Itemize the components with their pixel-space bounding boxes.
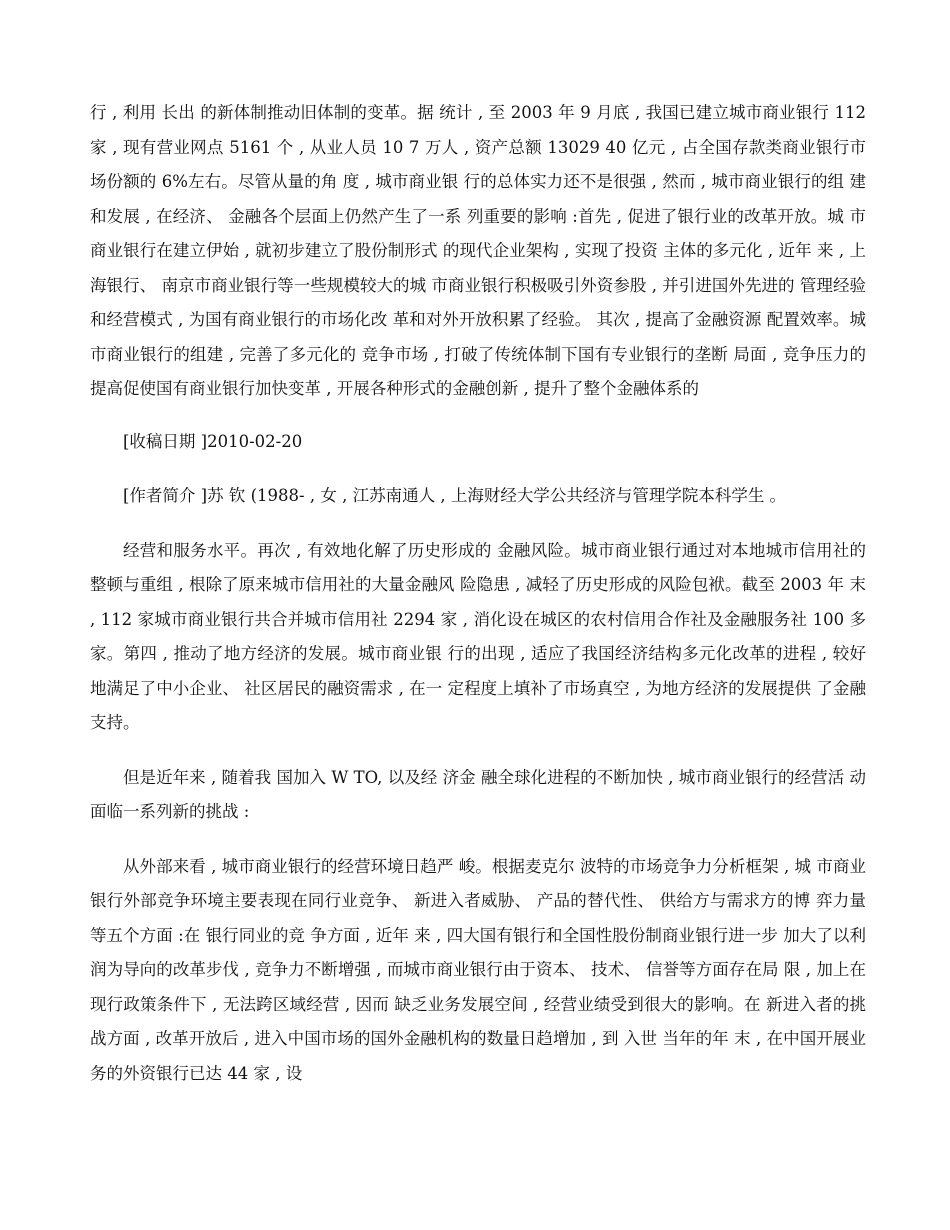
received-date-note: [收稿日期 ]2010-02-20	[123, 431, 303, 451]
body-paragraph: 经营和服务水平。再次 , 有效地化解了历史形成的 金融风险。城市商业银行通过对本地城市信用社的 整顿与重组 , 根除了原来城市信用社的大量金融风 险隐患 , 减轻了历史形成的风险包袱。截至 2003 年 末 , 112 家城市商业银行共合并城市信用社 2294 家 , 消化设在城区的农村信用合作社及金融服务社 100 多家。第四 , 推动了地方经济的发展。城市商业银 行的出现 , 适应了我国经济结构多元化改革的进程 , 较好地满足了中小企业、 社区居民的融资需求 , 在一 定程度上填补了市场真空 , 为地方经济的发展提供 了金融支持。	[90, 540, 866, 732]
body-paragraph-continuation: 行 , 利用 长出 的新体制推动旧体制的变革。据 统计 , 至 2003 年 9 月底 , 我国已建立城市商业银行 112 家 , 现有营业网点 5161 个 , 从业人员 10 7 万人 , 资产总额 13029 40 亿元 , 占全国存款类商业银行市 场份额的 6%左右。尽管从量的角 度 , 城市商业银 行的总体实力还不是很强 , 然而 , 城市商业银行的组 建和发展 , 在经济、 金融各个层面上仍然产生了一系 列重要的影响 :首先 , 促进了银行业的改革开放。城 市商业银行在建立伊始 , 就初步建立了股份制形式 的现代企业架构 , 实现了投资 主体的多元化 , 近年 来 , 上海银行、 南京市商业银行等一些规模较大的城 市商业银行积极吸引外资参股 , 并引进国外先进的 管理经验和经营模式 , 为国有商业银行的市场化改 革和对外开放积累了经验。 其次 , 提高了金融资源 配置效率。城市商业银行的组建 , 完善了多元化的 竞争市场 , 打破了传统体制下国有专业银行的垄断 局面 , 竞争压力的提高促使国有商业银行加快变革 , 开展各种形式的金融创新 , 提升了整个金融体系的	[90, 103, 866, 398]
body-paragraph: 从外部来看 , 城市商业银行的经营环境日趋严 峻。根据麦克尔 波特的市场竞争力分析框架 , 城 市商业银行外部竞争环境主要表现在同行业竞争、 新进入者威胁、 产品的替代性、 供给方与需求方的博 弈力量等五个方面 :在 银行同业的竞 争方面 , 近年 来 , 四大国有银行和全国性股份制商业银行进一步 加大了以利润为导向的改革步伐 , 竞争力不断增强 , 而城市商业银行由于资本、 技术、 信誉等方面存在局 限 , 加上在现行政策条件下 , 无法跨区域经营 , 因而 缺乏业务发展空间 , 经营业绩受到很大的影响。在 新进入者的挑战方面 , 改革开放后 , 进入中国市场的国外金融机构的数量日趋增加 , 到 入世 当年的年 末 , 在中国开展业务的外资银行已达 44 家 , 设	[90, 856, 866, 1083]
author-bio-note: [作者简介 ]苏 钦 (1988- , 女 , 江苏南通人 , 上海财经大学公共经济与管理学院本科学生 。	[123, 486, 787, 505]
document-page	[90, 96, 866, 1091]
body-paragraph: 但是近年来 , 随着我 国加入 W TO, 以及经 济金 融全球化进程的不断加快 , 城市商业银行的经营活 动面临一系列新的挑战 :	[90, 767, 866, 821]
